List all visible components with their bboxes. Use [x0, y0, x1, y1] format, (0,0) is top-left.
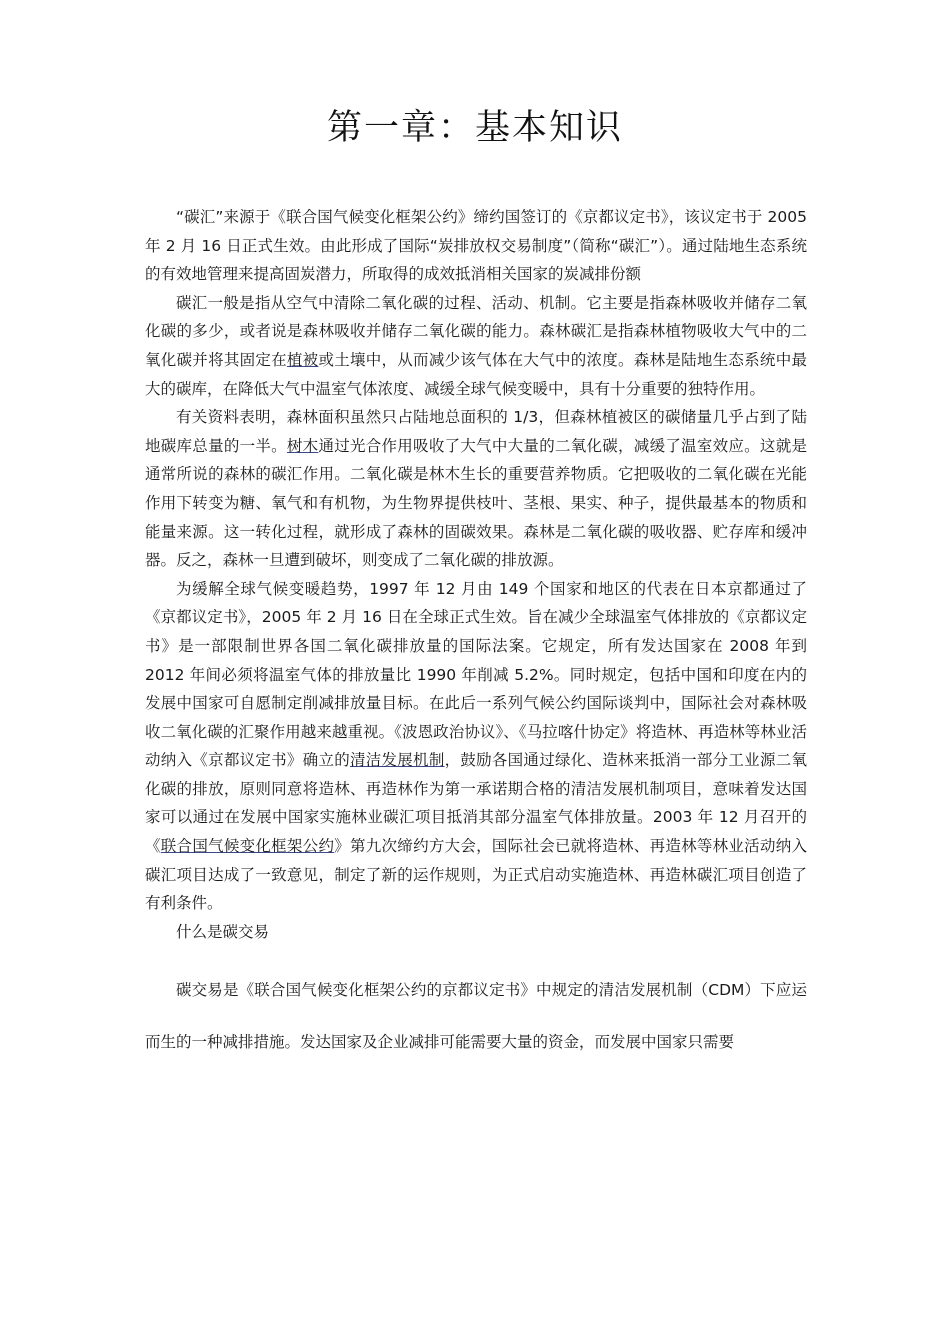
text-run: 有关资料表明，森林面积虽然只占陆地总面积的 1/3，但森林植被区的碳储量几乎占到了陆地碳库总量的一半。	[145, 408, 807, 455]
text-run: 或土壤中，从而减少该气体在大气中的浓度。森林是陆地生态系统中最大的碳库，在降低大气中温室气体浓度、减缓全球气候变暖中，具有十分重要的独特作用。	[145, 350, 807, 398]
paragraph-3	[145, 403, 807, 575]
link-vegetation[interactable]: 植被	[286, 350, 319, 369]
section-paragraph: 碳交易是《联合国气候变化框架公约的京都议定书》中规定的清洁发展机制（CDM）下应运而生的一种减排措施。发达国家及企业减排可能需要大量的资金，而发展中国家只需要	[145, 981, 807, 1052]
link-cdm[interactable]: 清洁发展机制	[349, 751, 445, 770]
paragraph-4	[145, 575, 807, 918]
paragraph-1	[145, 203, 807, 289]
text-run: 为缓解全球气候变暖趋势，1997 年 12 月由 149 个国家和地区的代表在日本京都通过了《京都议定书》，2005 年 2 月 16 日在全球正式生效。旨在减少全球温室气体排放的《京都议定书》是一部限制世界各国二氧化碳排放量的国际法案。它规定，所有发达国家在 2008 年到 2012 年间必须将温室气体的排放量比 1990 年削减 5.2%。同时规定，包括中国和印度在内的发展中国家可自愿制定削减排放量目标。在此后一系列气候公约国际谈判中，国际社会对森林吸收二氧化碳的汇聚作用越来越重视。《波恩政治协议》、《马拉喀什协定》将造林、再造林等林业活动纳入《京都议定书》确立的	[145, 579, 807, 770]
link-unfccc[interactable]: 联合国气候变化框架公约	[160, 837, 335, 856]
link-trees[interactable]: 树木	[286, 436, 319, 455]
document-body	[145, 203, 807, 1068]
paragraph-2	[145, 289, 807, 403]
text-run: 》第九次缔约方大会，国际社会已就将造林、再造林等林业活动纳入碳汇项目达成了一致意见，制定了新的运作规则，为正式启动实施造林、再造林碳汇项目创造了有利条件。	[145, 837, 807, 913]
text-run: 通过光合作用吸收了大气中大量的二氧化碳，减缓了温室效应。这就是通常所说的森林的碳汇作用。二氧化碳是林木生长的重要营养物质。它把吸收的二氧化碳在光能作用下转变为糖、氧气和有机物，为生物界提供枝叶、茎根、果实、种子，提供最基本的物质和能量来源。这一转化过程，就形成了森林的固碳效果。森林是二氧化碳的吸收器、贮存库和缓冲器。反之，森林一旦遭到破坏，则变成了二氧化碳的排放源。	[145, 436, 807, 570]
text-run: ，鼓励各国通过绿化、造林来抵消一部分工业源二氧化碳的排放，原则同意将造林、再造林作为第一承诺期合格的清洁发展机制项目，意味着发达国家可以通过在发展中国家实施林业碳汇项目抵消其部分温室气体排放量。2003 年 12 月召开的《	[145, 751, 807, 856]
text-run: “碳汇”来源于《联合国气候变化框架公约》缔约国签订的《京都议定书》，该议定书于 2005 年 2 月 16 日正式生效。由此形成了国际“炭排放权交易制度”（简称“碳汇”）。通过陆地生态系统的有效地管理来提高固炭潜力，所取得的成效抵消相关国家的炭减排份额	[145, 208, 807, 284]
text-run: 碳汇一般是指从空气中清除二氧化碳的过程、活动、机制。它主要是指森林吸收并储存二氧化碳的多少，或者说是森林吸收并储存二氧化碳的能力。森林碳汇是指森林植物吸收大气中的二氧化碳并将其固定在	[145, 293, 807, 369]
section-heading: 什么是碳交易	[176, 922, 270, 941]
chapter-title: 第一章：基本知识	[326, 108, 623, 148]
